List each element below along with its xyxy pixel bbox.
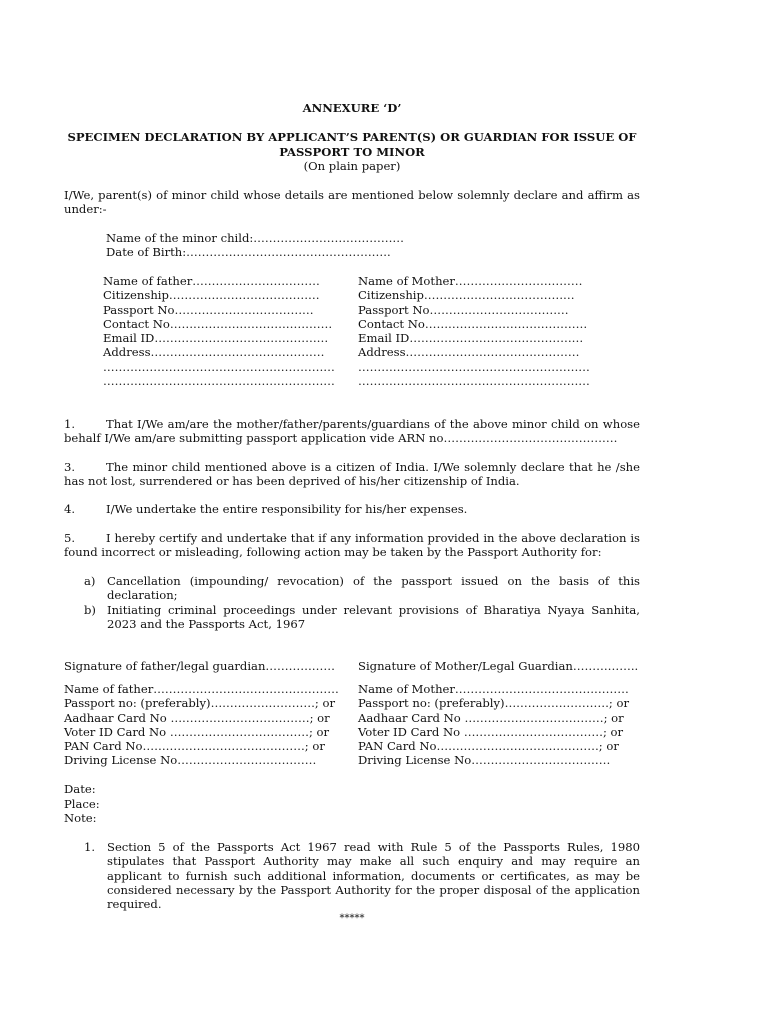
action-text: Initiating criminal proceedings under relevant provisions of Bharatiya Nyaya Sanhita, 2023 and the Passports Act, 1967 — [107, 603, 640, 632]
father-detail-line: Contact No…………………………………… — [103, 316, 333, 331]
action-label: b) — [84, 603, 96, 617]
clause-number: 5. — [64, 531, 76, 545]
mother-id-line: Name of Mother……………………………………… — [358, 682, 629, 696]
father-details — [103, 274, 335, 388]
mother-detail-line: …………………………………………………… — [358, 359, 590, 374]
mother-details — [358, 274, 590, 388]
father-id-line: Name of father………………………………………… — [64, 682, 339, 696]
father-id-line: Aadhaar Card No ………………………………; or — [64, 710, 330, 725]
mother-detail-line: Passport No……………………………… — [358, 302, 569, 317]
document-title: SPECIMEN DECLARATION BY APPLICANT’S PARENT(S) OR GUARDIAN FOR ISSUE OF PASSPORT TO MINOR — [67, 130, 637, 159]
document-subtitle: (On plain paper) — [303, 159, 401, 173]
action-text: Cancellation (impounding/ revocation) of the passport issued on the basis of this declaration; — [107, 574, 640, 603]
father-detail-line: Passport No……………………………… — [103, 302, 314, 317]
intro-paragraph: I/We, parent(s) of minor child whose details are mentioned below solemnly declare and affirm as under:- — [64, 188, 640, 217]
mother-id-line: Voter ID Card No ………………………………; or — [358, 724, 624, 739]
clause-text: That I/We am/are the mother/father/parents/guardians of the above minor child on whose behalf I/We am/are submitting passport application vide ARN no……………………………………… — [64, 417, 640, 446]
mother-id-line: PAN Card No……………………………………; or — [358, 739, 619, 754]
father-id-line: Passport no: (preferably)………………………; or — [64, 696, 336, 711]
clause-number: 4. — [64, 502, 76, 516]
mother-signature-line: Signature of Mother/Legal Guardian…………….. — [358, 659, 639, 673]
minor-name-field: Name of the minor child:………………………………… — [106, 231, 405, 245]
date-label: Date: — [64, 782, 96, 796]
mother-id-line: Passport no: (preferably)………………………; or — [358, 696, 630, 711]
note-text: Section 5 of the Passports Act 1967 read with Rule 5 of the Passports Rules, 1980 stipulates that Passport Authority may make all such enquiry and may require an applicant to furnish such additional information, documents or certificates, as may be considered necessary by the Passport Authority for the proper disposal of the application required. — [107, 840, 640, 912]
father-signature-line: Signature of father/legal guardian……………… — [64, 659, 335, 673]
father-id-line: Driving License No……………………………… — [64, 753, 317, 768]
action-item-b — [84, 603, 640, 632]
mother-detail-line: Email ID……………………………………… — [358, 331, 584, 346]
note-number: 1. — [84, 840, 96, 854]
clause-number: 1. — [64, 417, 76, 431]
minor-dob-field: Date of Birth:…………………………………………….. — [106, 245, 391, 259]
father-id-details — [64, 682, 339, 768]
mother-id-line: Aadhaar Card No ………………………………; or — [358, 710, 624, 725]
clause-text: I hereby certify and undertake that if any information provided in the above declaration is found incorrect or misleading, following action may be taken by the Passport Authority for: — [64, 531, 640, 560]
mother-detail-line: Citizenship………………………………… — [358, 288, 575, 303]
clause-number: 3. — [64, 460, 76, 474]
father-detail-line: Address……………………………………… — [103, 345, 325, 360]
action-label: a) — [84, 574, 96, 588]
father-detail-line: Citizenship………………………………… — [103, 288, 320, 303]
father-detail-line: …………………………………………………… — [103, 359, 335, 374]
mother-id-line: Driving License No……………………………… — [358, 753, 611, 768]
note-label: Note: — [64, 811, 97, 825]
father-id-line: Voter ID Card No ………………………………; or — [64, 724, 330, 739]
annexure-heading: ANNEXURE ‘D’ — [302, 101, 402, 115]
clause-5 — [64, 531, 640, 560]
father-detail-line: Email ID……………………………………… — [103, 331, 329, 346]
end-mark: ***** — [339, 913, 365, 924]
father-detail-line: Name of father…………………………… — [103, 274, 320, 288]
mother-detail-line: Name of Mother…………………………… — [358, 274, 583, 288]
note-item-1 — [84, 840, 640, 911]
father-id-line: PAN Card No……………………………………; or — [64, 739, 325, 754]
clause-text: I/We undertake the entire responsibility for his/her expenses. — [106, 502, 468, 516]
clause-text: The minor child mentioned above is a citizen of India. I/We solemnly declare that he /she has not lost, surrendered or has been deprived of his/her citizenship of India. — [64, 460, 640, 489]
mother-detail-line: Address……………………………………… — [358, 345, 580, 360]
action-item-a — [84, 574, 640, 603]
clause-4 — [64, 502, 640, 516]
father-detail-line: …………………………………………………… — [103, 374, 335, 389]
mother-id-details — [358, 682, 629, 768]
clause-3 — [64, 460, 640, 489]
clause-1 — [64, 417, 640, 446]
place-label: Place: — [64, 797, 100, 811]
mother-detail-line: …………………………………………………… — [358, 374, 590, 389]
mother-detail-line: Contact No…………………………………… — [358, 316, 588, 331]
